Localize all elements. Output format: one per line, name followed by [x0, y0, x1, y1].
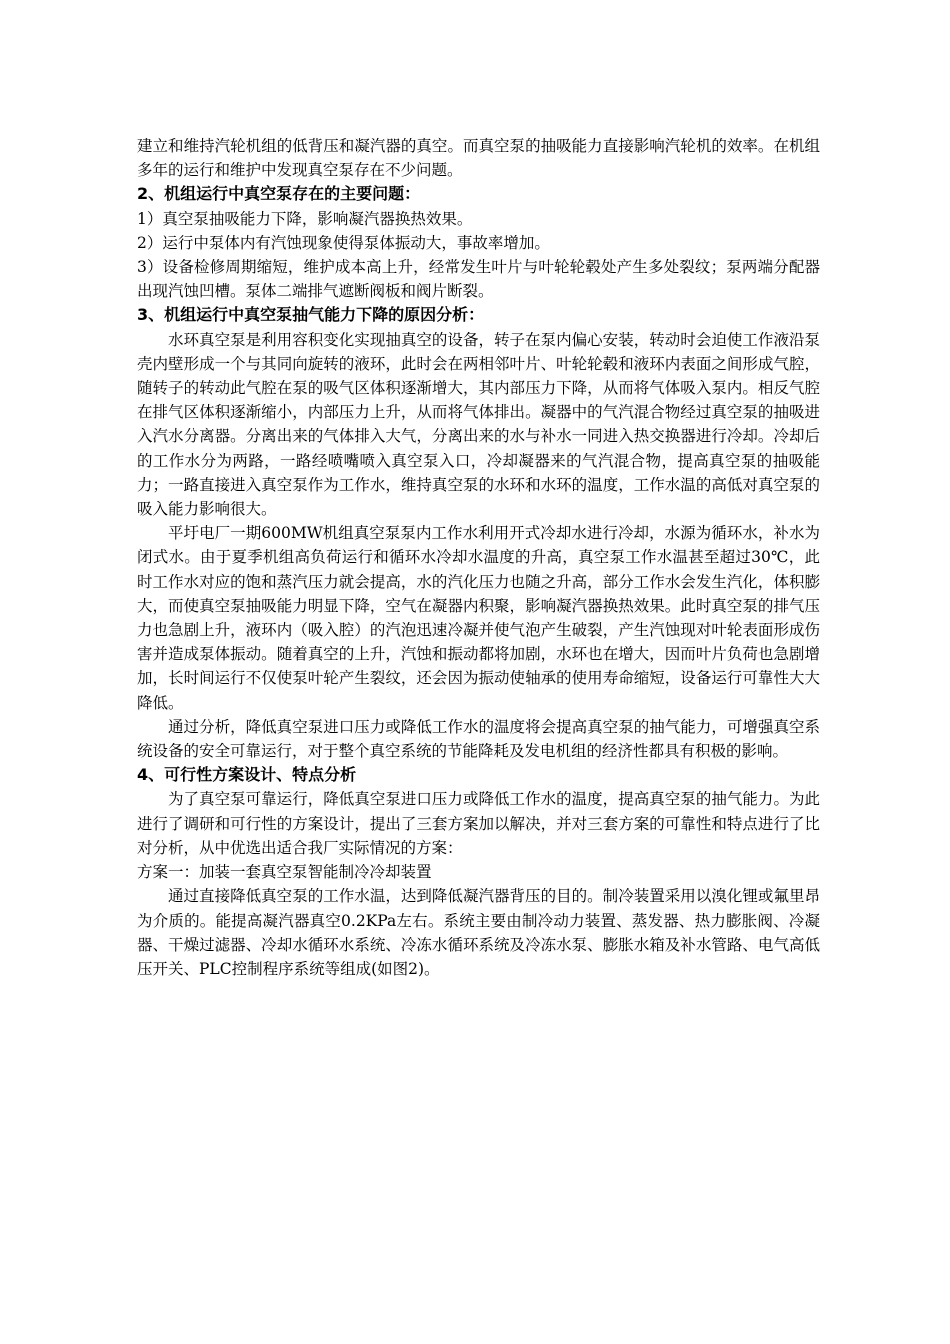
- intro-paragraph: 建立和维持汽轮机组的低背压和凝汽器的真空。而真空泵的抽吸能力直接影响汽轮机的效率。在机组多年的运行和维护中发现真空泵存在不少问题。: [137, 137, 820, 180]
- section-3-heading: 3、机组运行中真空泵抽气能力下降的原因分析：: [137, 305, 485, 325]
- feasibility-paragraph: 为了真空泵可靠运行，降低真空泵进口压力或降低工作水的温度，提高真空泵的抽气能力。为此进行了调研和可行性的方案设计，提出了三套方案加以解决，并对三套方案的可靠性和特点进行了比对分析，从中优选出适合我厂实际情况的方案：: [137, 790, 820, 857]
- plan-1-title: 方案一：加装一套真空泵智能制冷冷却装置: [137, 863, 432, 882]
- plan-1-paragraph: 通过直接降低真空泵的工作水温，达到降低凝汽器背压的目的。制冷装置采用以溴化锂或氟里昂为介质的。能提高凝汽器真空0.2KPa左右。系统主要由制冷动力装置、蒸发器、热力膨胀阀、冷凝器、干燥过滤器、冷却水循环水系统、冷冻水循环系统及冷冻水泵、膨胀水箱及补水管路、电气高低压开关、PLC控制程序系统等组成(如图2)。: [137, 887, 820, 978]
- section-4-heading: 4、可行性方案设计、特点分析: [137, 765, 357, 785]
- problem-item-1: 1）真空泵抽吸能力下降，影响凝汽器换热效果。: [137, 209, 473, 228]
- analysis-paragraph-3: 通过分析，降低真空泵进口压力或降低工作水的温度将会提高真空泵的抽气能力，可增强真空系统设备的安全可靠运行，对于整个真空系统的节能降耗及发电机组的经济性都具有积极的影响。: [137, 717, 820, 761]
- problem-item-3: 3）设备检修周期缩短，维护成本高上升，经常发生叶片与叶轮轮毂处产生多处裂纹；泵两端分配器出现汽蚀凹槽。泵体二端排气遮断阀板和阀片断裂。: [137, 258, 820, 301]
- problem-item-2: 2）运行中泵体内有汽蚀现象使得泵体振动大，事故率增加。: [137, 233, 550, 252]
- analysis-paragraph-1: 水环真空泵是利用容积变化实现抽真空的设备，转子在泵内偏心安装，转动时会迫使工作液沿泵壳内壁形成一个与其同向旋转的液环，此时会在两相邻叶片、叶轮轮毂和液环内表面之间形成气腔，随转子的转动此气腔在泵的吸气区体积逐渐增大，其内部压力下降，从而将气体吸入泵内。相反气腔在排气区体积逐渐缩小，内部压力上升，从而将气体排出。凝器中的气汽混合物经过真空泵的抽吸进入汽水分离器。分离出来的气体排入大气，分离出来的水与补水一同进入热交换器进行冷却。冷却后的工作水分为两路，一路经喷嘴喷入真空泵入口，冷却凝器来的气汽混合物，提高真空泵的抽吸能力；一路直接进入真空泵作为工作水，维持真空泵的水环和水环的温度，工作水温的高低对真空泵的吸入能力影响很大。: [137, 330, 820, 519]
- document-page: [137, 134, 820, 981]
- section-2-heading: 2、机组运行中真空泵存在的主要问题：: [137, 184, 421, 204]
- analysis-paragraph-2: 平圩电厂一期600MW机组真空泵泵内工作水利用开式冷却水进行冷却，水源为循环水，补水为闭式水。由于夏季机组高负荷运行和循环水冷却水温度的升高，真空泵工作水温甚至超过30℃，此时工作水对应的饱和蒸汽压力就会提高，水的汽化压力也随之升高，部分工作水会发生汽化，体积膨大，而使真空泵抽吸能力明显下降，空气在凝器内积聚，影响凝汽器换热效果。此时真空泵的排气压力也急剧上升，液环内（吸入腔）的汽泡迅速冷凝并使气泡产生破裂，产生汽蚀现对叶轮表面形成伤害并造成泵体振动。随着真空的上升，汽蚀和振动都将加剧，水环也在增大，因而叶片负荷也急剧增加，长时间运行不仅使泵叶轮产生裂纹，还会因为振动使轴承的使用寿命缩短，设备运行可靠性大大降低。: [137, 524, 820, 712]
